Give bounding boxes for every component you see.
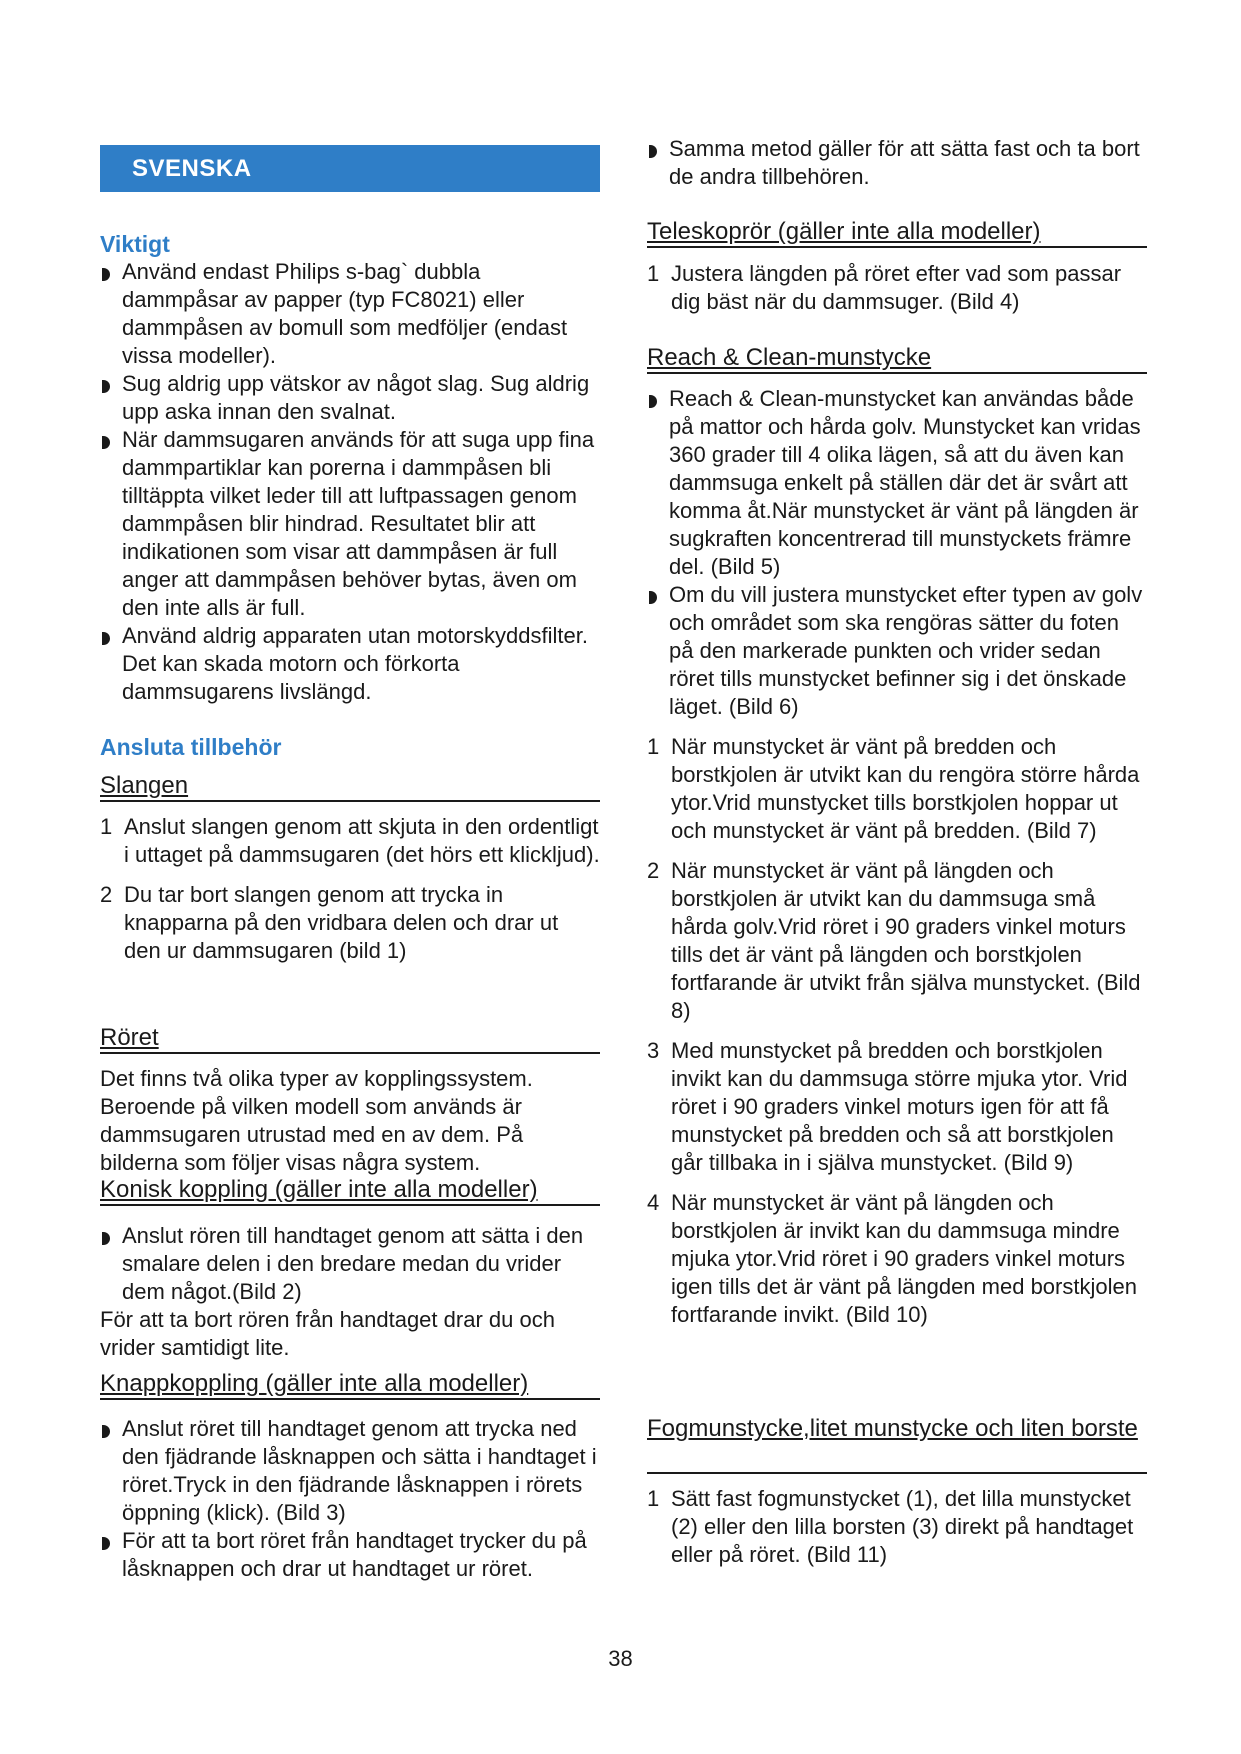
heading-knapp: Knappkoppling (gäller inte alla modeller) (100, 1370, 600, 1400)
step-item: 2 Du tar bort slangen genom att trycka in knapparna på den vridbara delen och drar ut den ur dammsugaren (bild 1) (100, 882, 559, 963)
heading-rule (647, 1472, 1147, 1474)
list-item: Om du vill justera munstycket efter typen av golv och området som ska rengöras sätter du foten på den markerade punkten och vrider sedan röret tills munstycket befinner sig i det önskade läget. (Bild 6) (647, 581, 1147, 721)
heading-teleskop: Teleskoprör (gäller inte alla modeller) (647, 218, 1147, 248)
list-item: Anslut rören till handtaget genom att sätta i den smalare delen i den bredare medan du vrider dem något.(Bild 2) (100, 1222, 600, 1306)
step-item: 3 Med munstycket på bredden och borstkjolen invikt kan du dammsuga större mjuka ytor. Vrid röret i 90 graders vinkel moturs igen för att få munstycket på bredden och så att borstkjolen går tillbaka in i själva munstycket. (Bild 9) (647, 1038, 1128, 1175)
list-item: Reach & Clean-munstycket kan användas både på mattor och hårda golv. Munstycket kan vridas 360 grader till 4 olika lägen, så att du även kan dammsuga enkelt på ställen där det är svårt att komma åt.När munstycket är vänt på längden är sugkraften koncentrerad till munstyckets främre del. (Bild 5) (647, 385, 1147, 581)
heading-viktigt: Viktigt (100, 231, 170, 257)
heading-roret: Röret (100, 1024, 600, 1054)
list-item: Samma metod gäller för att sätta fast och ta bort de andra tillbehören. (647, 135, 1147, 191)
paragraph: Det finns två olika typer av kopplingssystem. Beroende på vilken modell som används är dammsugaren utrustad med en av dem. På bilderna som följer visas några system. (100, 1066, 533, 1175)
list-item: Anslut röret till handtaget genom att trycka ned den fjädrande låsknappen och sätta i handtaget i röret.Tryck in den fjädrande låsknappen i rörets öppning (klick). (Bild 3) (100, 1415, 600, 1527)
reach-content (647, 385, 1147, 1329)
teleskop-steps (647, 260, 1147, 316)
intro (647, 135, 1147, 191)
list-item: Sug aldrig upp vätskor av något slag. Sug aldrig upp aska innan den svalnat. (100, 370, 600, 426)
konisk-content (100, 1222, 600, 1362)
list-item: Använd aldrig apparaten utan motorskyddsfilter. Det kan skada motorn och förkorta dammsugarens livslängd. (100, 622, 600, 706)
list-item: När dammsugaren används för att suga upp fina dammpartiklar kan porerna i dammpåsen bli tilltäppta vilket leder till att luftpassagen genom dammpåsen blir hindrad. Resultatet blir att indikationen som visar att dammpåsen är full anger att dammpåsen behöver bytas, även om den inte alls är full. (100, 426, 600, 622)
step-item: 4 När munstycket är vänt på längden och borstkjolen är invikt kan du dammsuga mindre mjuka ytor.Vrid röret i 90 graders vinkel moturs igen tills det är vänt på längden med borstkjolen fortfarande invikt. (Bild 10) (647, 1190, 1137, 1327)
step-item: 1 Anslut slangen genom att skjuta in den ordentligt i uttaget på dammsugaren (det hörs ett klickljud). (100, 814, 600, 867)
slangen-steps (100, 813, 600, 965)
paragraph: För att ta bort rören från handtaget drar du och vrider samtidigt lite. (100, 1307, 555, 1360)
step-item: 1 Sätt fast fogmunstycket (1), det lilla munstycket (2) eller den lilla borsten (3) direkt på handtaget eller på röret. (Bild 11) (647, 1486, 1134, 1567)
heading-fog: Fogmunstycke,litet munstycke och liten borste (647, 1415, 1138, 1442)
heading-reach: Reach & Clean-munstycke (647, 344, 1147, 374)
knapp-list (100, 1415, 600, 1583)
heading-konisk: Konisk koppling (gäller inte alla modeller) (100, 1176, 600, 1206)
step-item: 1 När munstycket är vänt på bredden och borstkjolen är utvikt kan du rengöra större hårda ytor.Vrid munstycket tills borstkjolen hoppar ut och munstycket är vänt på bredden. (Bild 7) (647, 734, 1140, 843)
roret-text (100, 1065, 600, 1177)
list-item: För att ta bort röret från handtaget trycker du på låsknappen och drar ut handtaget ur röret. (100, 1527, 600, 1583)
list-item: Använd endast Philips s-bag` dubbla dammpåsar av papper (typ FC8021) eller dammpåsen av bomull som medföljer (endast vissa modeller). (100, 258, 600, 370)
heading-slangen: Slangen (100, 772, 600, 802)
viktigt-list (100, 258, 600, 706)
step-item: 2 När munstycket är vänt på längden och borstkjolen är utvikt kan du dammsuga små hårda golv.Vrid röret i 90 graders vinkel moturs tills det är vänt på längden och borstkjolen fortfarande är utvikt från själva munstycket. (Bild 8) (647, 858, 1141, 1023)
page-number: 38 (608, 1646, 633, 1671)
fog-steps (647, 1485, 1147, 1569)
heading-ansluta: Ansluta tillbehör (100, 734, 282, 760)
step-item: 1 Justera längden på röret efter vad som passar dig bäst när du dammsuger. (Bild 4) (647, 261, 1122, 314)
language-banner: SVENSKA (100, 145, 600, 192)
